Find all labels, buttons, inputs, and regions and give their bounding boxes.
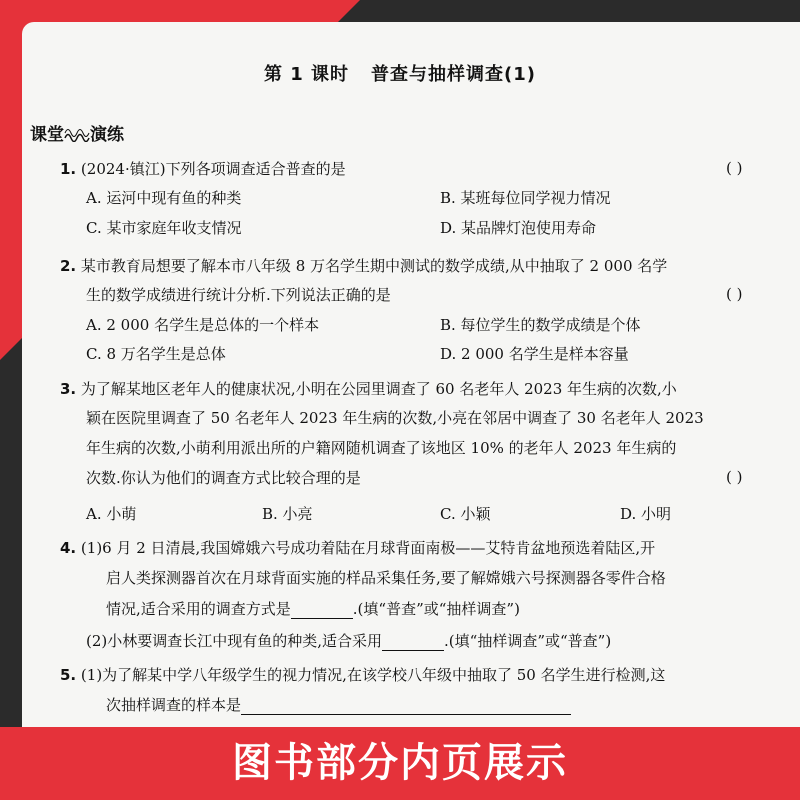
answer-blank	[291, 598, 353, 619]
option-a: A. 运河中现有鱼的种类	[86, 189, 242, 207]
book-page	[22, 22, 800, 727]
lesson-topic: 普查与抽样调查(1)	[371, 64, 537, 85]
answer-bracket: ( )	[726, 285, 743, 303]
wave-icon	[64, 128, 90, 142]
option-b: B. 每位学生的数学成绩是个体	[440, 316, 641, 334]
question-3: 3. 为了解某地区老年人的健康状况,小明在公园里调查了 60 名老年人 2023 年生病的次数,小	[60, 380, 677, 398]
option-a: A. 2 000 名学生是总体的一个样本	[86, 316, 320, 334]
answer-blank	[241, 694, 571, 715]
question-2-line-2: 生的数学成绩进行统计分析.下列说法正确的是	[86, 286, 391, 304]
option-d: D. 2 000 名学生是样本容量	[440, 345, 629, 363]
question-4: 4. (1)6 月 2 日清晨,我国嫦娥六号成功着陆在月球背面南极——艾特肯盆地预选着陆区,开	[60, 539, 656, 557]
option-a: A. 小萌	[86, 505, 137, 523]
option-b: B. 某班每位同学视力情况	[440, 189, 611, 207]
question-1: 1. (2024·镇江)下列各项调查适合普查的是	[60, 160, 346, 178]
answer-blank	[382, 630, 444, 651]
section-heading: 课堂 演练	[30, 125, 124, 145]
question-3-line-3: 年生病的次数,小萌利用派出所的户籍网随机调查了该地区 10% 的老年人 2023 年生病的	[86, 439, 677, 457]
question-4-line-2: 启人类探测器首次在月球背面实施的样品采集任务,要了解嫦娥六号探测器各零件合格	[106, 569, 666, 587]
option-c: C. 小颖	[440, 505, 491, 523]
option-c: C. 某市家庭年收支情况	[86, 219, 242, 237]
question-4-line-3: 情况,适合采用的调查方式是 .(填“普查”或“抽样调查”)	[106, 600, 520, 618]
answer-bracket: ( )	[726, 159, 743, 177]
page-title	[22, 60, 778, 86]
question-5-line-2: 次抽样调查的样本是	[106, 694, 571, 715]
option-d: D. 某品牌灯泡使用寿命	[440, 219, 597, 237]
option-d: D. 小明	[620, 505, 672, 523]
question-2: 2. 某市教育局想要了解本市八年级 8 万名学生期中测试的数学成绩,从中抽取了 2 000 名学	[60, 257, 668, 275]
promo-banner: 图书部分内页展示	[0, 727, 800, 800]
lesson-number: 第 1 课时	[263, 64, 350, 85]
question-3-line-2: 颖在医院里调查了 50 名老年人 2023 年生病的次数,小亮在邻居中调查了 30 名老年人 2023	[86, 409, 704, 427]
question-4-part-2: (2)小林要调查长江中现有鱼的种类,适合采用 .(填“抽样调查”或“普查”)	[86, 632, 612, 650]
option-c: C. 8 万名学生是总体	[86, 345, 226, 363]
question-3-line-4: 次数.你认为他们的调查方式比较合理的是	[86, 469, 361, 487]
question-5: 5. (1)为了解某中学八年级学生的视力情况,在该学校八年级中抽取了 50 名学生进行检测,这	[60, 666, 666, 684]
answer-bracket: ( )	[726, 468, 743, 486]
option-b: B. 小亮	[262, 505, 313, 523]
